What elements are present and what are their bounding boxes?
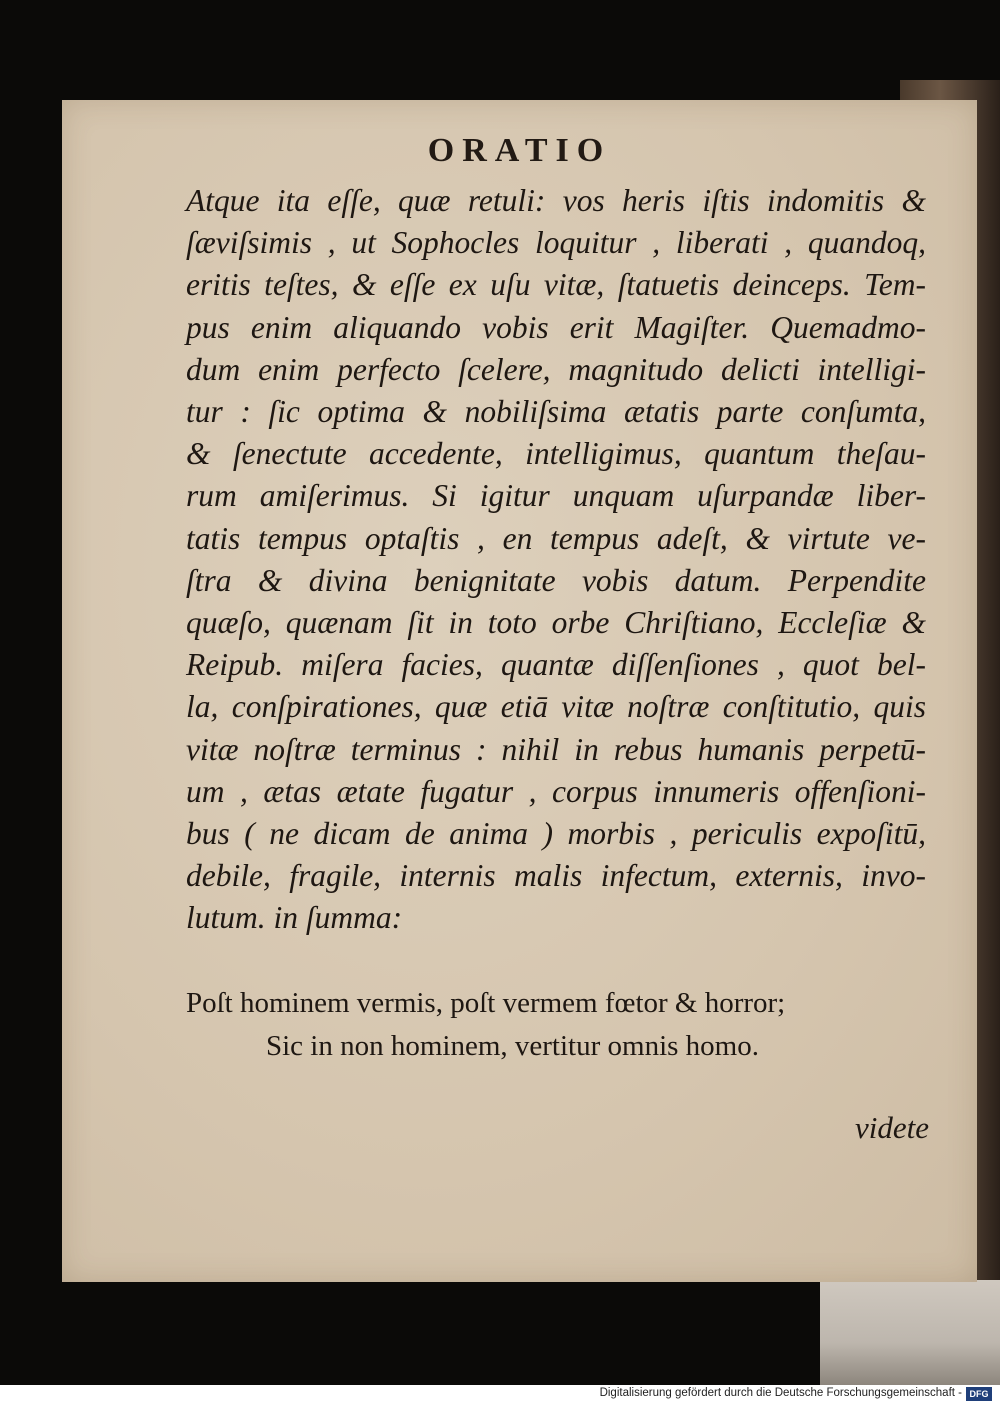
text-line: vitæ noſtræ terminus : nihil in rebus humanis perpetū- (186, 731, 926, 767)
text-line: pus enim aliquando vobis erit Magiſter. Quemadmo- (186, 309, 926, 345)
body-text (186, 180, 926, 940)
text-line: Atque ita eſſe, quæ retuli: vos heris iſtis indomitis & (186, 183, 926, 218)
text-line: rum amiſerimus. Si igitur unquam uſurpandæ liber- (186, 478, 926, 514)
running-head: ORATIO (427, 132, 612, 169)
text-line: eritis teſtes, & eſſe ex uſu vitæ, ſtatuetis deinceps. Tem- (186, 267, 926, 303)
text-line: lutum. in ſumma: (186, 900, 403, 936)
text-line: debile, fragile, internis malis infectum, externis, invo- (186, 858, 926, 894)
text-line: dum enim perfecto ſcelere, magnitudo delicti intelligi- (186, 351, 926, 387)
text-line: bus ( ne dicam de anima ) morbis , periculis expoſitū, (186, 816, 926, 852)
adjacent-page-corner (820, 1280, 1000, 1385)
book-page (62, 100, 977, 1282)
text-line: & ſenectute accedente, intelligimus, quantum theſau- (186, 436, 926, 472)
text-line: ſtra & divina benignitate vobis datum. Perpendite (186, 562, 926, 598)
verse-line-1: Poſt hominem vermis, poſt vermem fœtor & horror; (186, 987, 786, 1019)
text-line: quæſo, quænam ſit in toto orbe Chriſtiano, Eccleſiæ & (186, 605, 926, 641)
verse-line-2: Sic in non hominem, vertitur omnis homo. (266, 1030, 759, 1062)
digitization-credit: Digitalisierung gefördert durch die Deutsche Forschungsgemeinschaft - (599, 1387, 962, 1399)
text-line: tur : ſic optima & nobiliſsima ætatis parte conſumta, (186, 394, 926, 430)
dfg-logo: DFG (966, 1387, 992, 1401)
text-line: Reipub. miſera facies, quantæ diſſenſiones , quot bel- (186, 647, 926, 683)
text-line: ſæviſsimis , ut Sophocles loquitur , liberati , quandoq, (186, 225, 926, 261)
text-line: tatis tempus optaſtis , en tempus adeſt, & virtute ve- (186, 520, 926, 556)
catchword: videte (854, 1110, 929, 1145)
verse-couplet (186, 982, 926, 1068)
text-line: la, conſpirationes, quæ etiā vitæ noſtræ conſtitutio, quis (186, 689, 926, 725)
text-line: um , ætas ætate fugatur , corpus innumeris offenſioni- (186, 773, 926, 809)
